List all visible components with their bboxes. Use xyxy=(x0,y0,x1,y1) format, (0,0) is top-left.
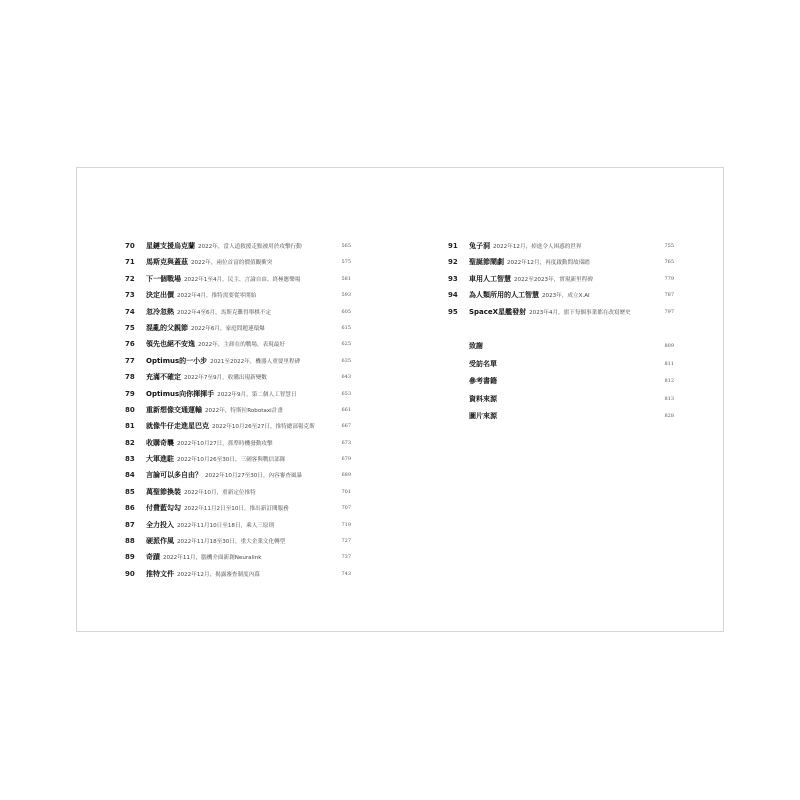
chapter-subtitle: 2022年10月27至30日，內容審查風暴 xyxy=(205,473,303,480)
chapter-title xyxy=(469,271,593,288)
chapter-number: 73 xyxy=(125,291,135,300)
page-number: 765 xyxy=(664,259,674,266)
chapter-number: 79 xyxy=(125,389,135,398)
page-number: 673 xyxy=(341,439,351,446)
toc-entry xyxy=(125,287,351,303)
page-number: 689 xyxy=(341,472,351,479)
page-number: 643 xyxy=(341,374,351,381)
chapter-title-text: 馬斯克與蓋茲 xyxy=(146,258,188,267)
chapter-subtitle: 2022年，兩位首富的價值觀衝突 xyxy=(191,260,273,267)
chapter-title-text: Optimus的一小步 xyxy=(146,356,208,365)
toc-entry xyxy=(448,238,674,254)
toc-entry xyxy=(448,304,674,320)
page-number: 755 xyxy=(664,243,674,249)
chapter-title xyxy=(469,391,497,409)
chapter-title xyxy=(146,566,260,583)
page-number: 605 xyxy=(341,308,351,315)
toc-entry xyxy=(125,320,351,336)
chapter-title-text: 大軍進駐 xyxy=(146,455,174,464)
chapter-title xyxy=(146,238,302,255)
page-number: 828 xyxy=(664,413,674,420)
chapter-number: 82 xyxy=(125,438,135,447)
chapter-title xyxy=(146,517,274,534)
chapter-title-text: 付費藍勾勾 xyxy=(146,504,181,513)
chapter-number: 84 xyxy=(125,471,135,480)
chapter-title xyxy=(469,287,590,304)
chapter-number: 77 xyxy=(125,356,135,365)
toc-entry xyxy=(448,391,674,409)
page-number: 779 xyxy=(664,275,674,282)
toc-entry xyxy=(448,287,674,303)
chapter-subtitle: 2022年9月，第二個人工智慧日 xyxy=(217,391,297,398)
chapter-title-text: 就像牛仔走進星巴克 xyxy=(146,422,209,431)
chapter-number: 70 xyxy=(125,242,135,250)
chapter-title xyxy=(146,467,302,484)
chapter-title-text: 硬派作風 xyxy=(146,537,174,546)
chapter-title-text: 重新想像交通運輸 xyxy=(146,405,202,414)
toc-entry xyxy=(125,566,351,582)
page-number: 813 xyxy=(664,395,674,402)
page-number: 575 xyxy=(341,259,351,266)
chapter-subtitle: 2022年10月，重新定位推特 xyxy=(184,489,256,496)
toc-entry xyxy=(125,386,351,402)
chapter-title xyxy=(469,238,581,255)
chapter-title-text: 混亂的父親節 xyxy=(146,323,188,332)
chapter-title xyxy=(146,353,300,370)
chapter-title-text: 推特文件 xyxy=(146,569,174,578)
chapter-title-text: 星鏈支援烏克蘭 xyxy=(146,242,195,250)
chapter-subtitle: 2022年11月10日至18日，乘人三原則 xyxy=(177,522,275,529)
chapter-number: 87 xyxy=(125,520,135,529)
page-number: 707 xyxy=(341,505,351,512)
chapter-title-text: 車用人工智慧 xyxy=(469,274,511,283)
chapter-subtitle: 2022年4至6月，馬斯克難得舉棋不定 xyxy=(177,309,272,316)
toc-entry xyxy=(125,238,351,254)
toc-entry xyxy=(125,451,351,467)
page-number: 797 xyxy=(664,308,674,315)
chapter-subtitle: 2022年11月2日至10日，推出新訂閱服務 xyxy=(184,506,289,513)
page-number: 593 xyxy=(341,292,351,299)
chapter-title xyxy=(146,402,283,419)
toc-entry xyxy=(125,467,351,483)
chapter-title-text: 忽冷忽熱 xyxy=(146,307,174,316)
chapter-title-text: 萬聖節換裝 xyxy=(146,487,181,496)
toc-entry xyxy=(125,533,351,549)
chapter-title xyxy=(469,408,497,426)
chapter-number: 89 xyxy=(125,553,135,562)
chapter-number: 92 xyxy=(448,258,458,267)
chapter-title-text: Optimus向你揮揮手 xyxy=(146,389,215,398)
chapter-number: 95 xyxy=(448,307,458,316)
chapter-number: 72 xyxy=(125,274,135,283)
chapter-title xyxy=(146,533,285,550)
chapter-number: 75 xyxy=(125,323,135,332)
chapter-subtitle: 2022年11月18至30日，重大企業文化轉型 xyxy=(177,539,286,546)
chapter-title-text: 奇蹟 xyxy=(146,553,160,562)
chapter-subtitle: 2022年11月，腦機介面新創Neuralink xyxy=(163,555,262,562)
chapter-subtitle: 2023年4月，旗下每個事業都在改寫歷史 xyxy=(529,309,631,316)
toc-back-matter xyxy=(448,338,674,426)
chapter-title xyxy=(469,356,497,374)
chapter-number: 81 xyxy=(125,422,135,431)
chapter-number: 78 xyxy=(125,373,135,382)
chapter-title-text: 下一個戰場 xyxy=(146,274,181,283)
chapter-subtitle: 2022年1至4月，民主、言論自由、終極應樂場 xyxy=(184,276,301,283)
chapter-title xyxy=(146,435,273,452)
page-number: 581 xyxy=(341,275,351,282)
chapter-title xyxy=(146,304,271,321)
chapter-title-text: 決定出價 xyxy=(146,291,174,300)
toc-entry xyxy=(125,254,351,270)
page-number: 625 xyxy=(341,341,351,348)
toc-entry xyxy=(448,408,674,426)
toc-entry xyxy=(448,271,674,287)
chapter-subtitle: 2022年，主卸在的戰場，表現最好 xyxy=(198,342,285,349)
chapter-number: 88 xyxy=(125,537,135,546)
chapter-number: 90 xyxy=(125,569,135,578)
page-number: 679 xyxy=(341,456,351,463)
page-number: 812 xyxy=(664,378,674,385)
chapter-subtitle: 2022年6月，家庭問題連環爆 xyxy=(191,325,265,332)
toc-entry xyxy=(125,271,351,287)
chapter-number: 94 xyxy=(448,291,458,300)
toc-entry xyxy=(125,435,351,451)
chapter-title xyxy=(146,500,289,517)
page-number: 811 xyxy=(664,360,674,367)
chapter-title-text: 圖片來源 xyxy=(469,412,497,421)
toc-entry xyxy=(448,373,674,391)
chapter-title xyxy=(146,369,267,386)
chapter-title-text: 聖誕節鬧劇 xyxy=(469,258,504,267)
page-number: 787 xyxy=(664,292,674,299)
chapter-number: 80 xyxy=(125,405,135,414)
chapter-subtitle: 2022年10月26至30日，三劍客與戰信部隊 xyxy=(177,457,286,464)
chapter-number: 85 xyxy=(125,487,135,496)
toc-entry xyxy=(448,254,674,270)
page-number: 615 xyxy=(341,324,351,331)
page-number: 661 xyxy=(341,406,351,413)
chapter-number: 76 xyxy=(125,340,135,349)
toc-entry xyxy=(125,517,351,533)
chapter-number: 93 xyxy=(448,274,458,283)
chapter-subtitle: 2022年12月，再度啟動問故瑙踏 xyxy=(507,260,590,267)
chapter-subtitle: 2023年，成立X.AI xyxy=(542,293,590,300)
chapter-subtitle: 2022年12月，掉進令人困惑的世界 xyxy=(493,244,582,250)
chapter-title xyxy=(146,320,265,337)
chapter-title-text: 全力投入 xyxy=(146,520,174,529)
chapter-title xyxy=(146,336,285,353)
chapter-title xyxy=(469,338,483,356)
page-number: 565 xyxy=(341,243,351,249)
chapter-title-text: 兔子洞 xyxy=(469,242,490,250)
chapter-title-text: 為人類所用的人工智慧 xyxy=(469,291,539,300)
chapter-subtitle: 2022年10月26至27日，推特總部報克斯 xyxy=(212,424,315,431)
chapter-title-text: 領先也絕不安逸 xyxy=(146,340,195,349)
chapter-subtitle: 2021至2022年，機器人重要里程碑 xyxy=(210,358,301,365)
chapter-title-text: 言論可以多自由？ xyxy=(146,471,202,480)
chapter-number: 91 xyxy=(448,242,458,250)
toc-left-column xyxy=(125,238,351,582)
chapter-title-text: 收購奇襲 xyxy=(146,438,174,447)
toc-entry xyxy=(125,484,351,500)
chapter-title-text: 資料來源 xyxy=(469,394,497,403)
chapter-title xyxy=(469,373,497,391)
page-number: 635 xyxy=(341,357,351,364)
page-number: 653 xyxy=(341,390,351,397)
chapter-title xyxy=(469,254,590,271)
toc-entry xyxy=(125,353,351,369)
toc-entry xyxy=(125,369,351,385)
page-number: 667 xyxy=(341,423,351,430)
chapter-title xyxy=(146,254,272,271)
chapter-title-text: SpaceX星艦發射 xyxy=(469,307,527,316)
chapter-title xyxy=(146,484,256,501)
toc-entry xyxy=(125,549,351,565)
chapter-title-text: 致謝 xyxy=(469,342,483,350)
chapter-title xyxy=(146,549,262,566)
chapter-number: 71 xyxy=(125,258,135,267)
chapter-number: 74 xyxy=(125,307,135,316)
chapter-title xyxy=(146,451,285,468)
chapter-subtitle: 2022年4月，推特需要從零開始 xyxy=(177,293,257,300)
chapter-subtitle: 2022年10月27日，抓準時機發動攻擊 xyxy=(177,440,273,447)
toc-entry xyxy=(448,356,674,374)
chapter-title-text: 參考書籍 xyxy=(469,377,497,386)
chapter-subtitle: 2022年7至9月，收購出現新變數 xyxy=(184,375,267,382)
chapter-number: 86 xyxy=(125,504,135,513)
toc-entry xyxy=(125,402,351,418)
page-number: 727 xyxy=(341,538,351,545)
chapter-subtitle: 2022年12月，揭露審查制度內幕 xyxy=(177,571,260,578)
chapter-title xyxy=(146,287,256,304)
toc-entry xyxy=(125,418,351,434)
page-number: 743 xyxy=(341,570,351,577)
toc-entry xyxy=(125,500,351,516)
page-number: 701 xyxy=(341,488,351,495)
toc-right-column xyxy=(448,238,674,320)
chapter-title-text: 受訪名單 xyxy=(469,359,497,368)
chapter-title xyxy=(146,418,315,435)
toc-entry xyxy=(125,304,351,320)
page-number: 719 xyxy=(341,521,351,528)
toc-entry xyxy=(125,336,351,352)
page-number: 737 xyxy=(341,554,351,561)
chapter-title xyxy=(146,386,296,403)
chapter-subtitle: 2022至2023年，實現新里程碑 xyxy=(514,276,593,283)
chapter-title xyxy=(469,304,631,321)
chapter-subtitle: 2022年，當人道救援走點被用於攻擊行動 xyxy=(198,244,302,250)
chapter-number: 83 xyxy=(125,455,135,464)
book-spread xyxy=(76,167,724,632)
chapter-subtitle: 2022年，特斯拉Robotaxi計畫 xyxy=(205,407,283,414)
chapter-title-text: 充滿不確定 xyxy=(146,373,181,382)
page-number: 809 xyxy=(664,343,674,349)
toc-entry xyxy=(448,338,674,356)
chapter-title xyxy=(146,271,300,288)
